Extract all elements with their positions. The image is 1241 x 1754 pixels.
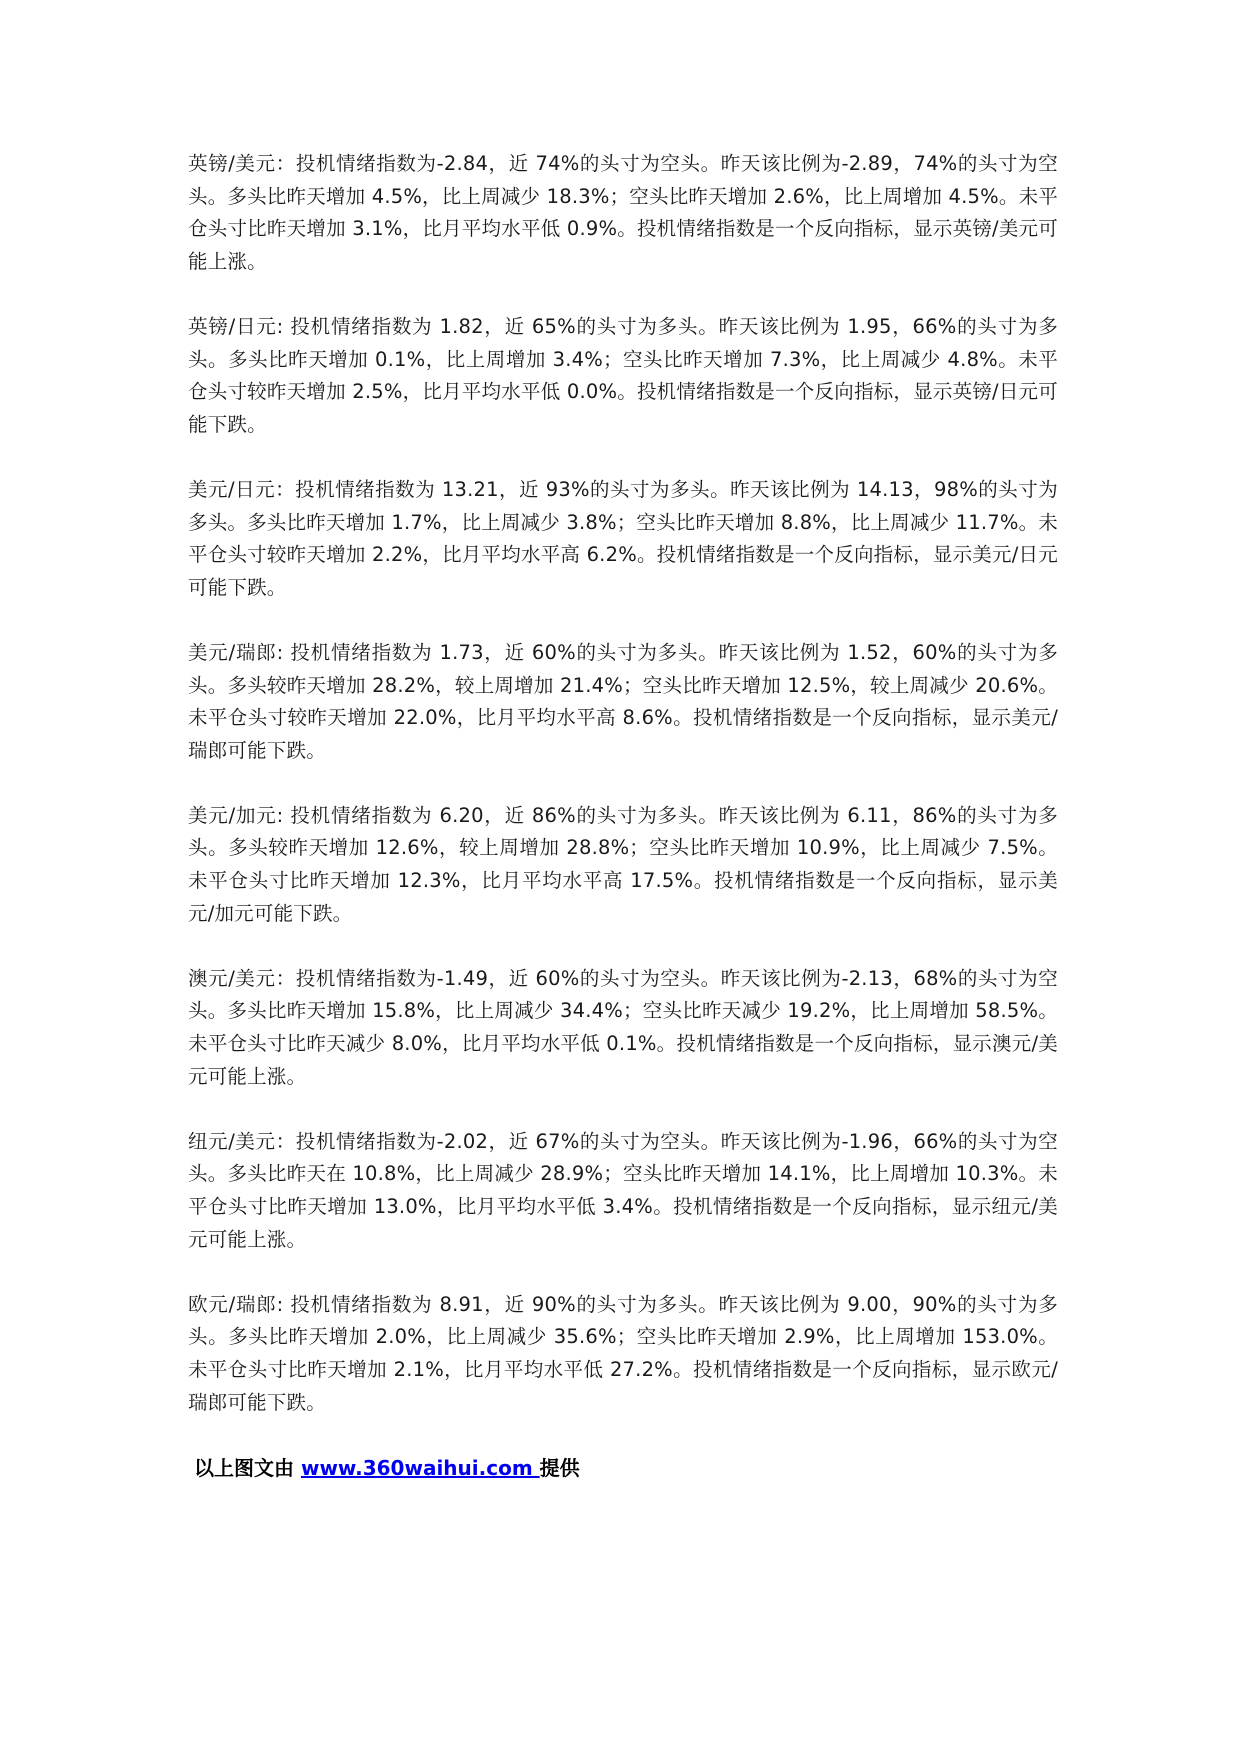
paragraph-eur-chf: 欧元/瑞郎: 投机情绪指数为 8.91，近 90%的头寸为多头。昨天该比例为 9.00，90%的头寸为多头。多头比昨天增加 2.0%，比上周减少 35.6%；空头比昨天增加 2.9%，比上周增加 153.0%。未平仓头寸比昨天增加 2.1%，比月平均水平低 27.2%。投机情绪指数是一个反向指标，显示欧元/瑞郎可能下跌。 (188, 1292, 1058, 1414)
paragraph-usd-jpy: 美元/日元：投机情绪指数为 13.21，近 93%的头寸为多头。昨天该比例为 14.13，98%的头寸为多头。多头比昨天增加 1.7%，比上周减少 3.8%；空头比昨天增加 8.8%，比上周减少 11.7%。未平仓头寸较昨天增加 2.2%，比月平均水平高 6.2%。投机情绪指数是一个反向指标，显示美元/日元可能下跌。 (188, 477, 1058, 599)
source-link[interactable]: www.360waihui.com (300, 1455, 540, 1480)
paragraph-aud-usd: 澳元/美元：投机情绪指数为-1.49，近 60%的头寸为空头。昨天该比例为-2.13，68%的头寸为空头。多头比昨天增加 15.8%，比上周减少 34.4%；空头比昨天减少 19.2%，比上周增加 58.5%。未平仓头寸比昨天减少 8.0%，比月平均水平低 0.1%。投机情绪指数是一个反向指标，显示澳元/美元可能上涨。 (188, 966, 1058, 1088)
credit-suffix: 提供 (539, 1455, 580, 1480)
paragraph-gbp-jpy: 英镑/日元: 投机情绪指数为 1.82，近 65%的头寸为多头。昨天该比例为 1.95，66%的头寸为多头。多头比昨天增加 0.1%，比上周增加 3.4%；空头比昨天增加 7.3%，比上周减少 4.8%。未平仓头寸较昨天增加 2.5%，比月平均水平低 0.0%。投机情绪指数是一个反向指标，显示英镑/日元可能下跌。 (188, 314, 1058, 436)
paragraph-gbp-usd: 英镑/美元：投机情绪指数为-2.84，近 74%的头寸为空头。昨天该比例为-2.89，74%的头寸为空头。多头比昨天增加 4.5%，比上周减少 18.3%；空头比昨天增加 2.6%，比上周增加 4.5%。未平仓头寸比昨天增加 3.1%，比月平均水平低 0.9%。投机情绪指数是一个反向指标，显示英镑/美元可能上涨。 (188, 152, 1058, 273)
paragraph-usd-cad: 美元/加元: 投机情绪指数为 6.20，近 86%的头寸为多头。昨天该比例为 6.11，86%的头寸为多头。多头较昨天增加 12.6%，较上周增加 28.8%；空头比昨天增加 10.9%，比上周减少 7.5%。未平仓头寸比昨天增加 12.3%，比月平均水平高 17.5%。投机情绪指数是一个反向指标，显示美元/加元可能下跌。 (188, 803, 1058, 925)
source-credit (194, 1452, 1058, 1484)
document-page (188, 148, 1058, 1484)
credit-prefix: 以上图文由 (194, 1455, 301, 1480)
paragraph-usd-chf: 美元/瑞郎: 投机情绪指数为 1.73，近 60%的头寸为多头。昨天该比例为 1.52，60%的头寸为多头。多头较昨天增加 28.2%，较上周增加 21.4%；空头比昨天增加 12.5%，较上周减少 20.6%。未平仓头寸较昨天增加 22.0%，比月平均水平高 8.6%。投机情绪指数是一个反向指标，显示美元/瑞郎可能下跌。 (188, 640, 1058, 762)
paragraph-nzd-usd: 纽元/美元：投机情绪指数为-2.02，近 67%的头寸为空头。昨天该比例为-1.96，66%的头寸为空头。多头比昨天在 10.8%，比上周减少 28.9%；空头比昨天增加 14.1%，比上周增加 10.3%。未平仓头寸比昨天增加 13.0%，比月平均水平低 3.4%。投机情绪指数是一个反向指标，显示纽元/美元可能上涨。 (188, 1129, 1058, 1251)
